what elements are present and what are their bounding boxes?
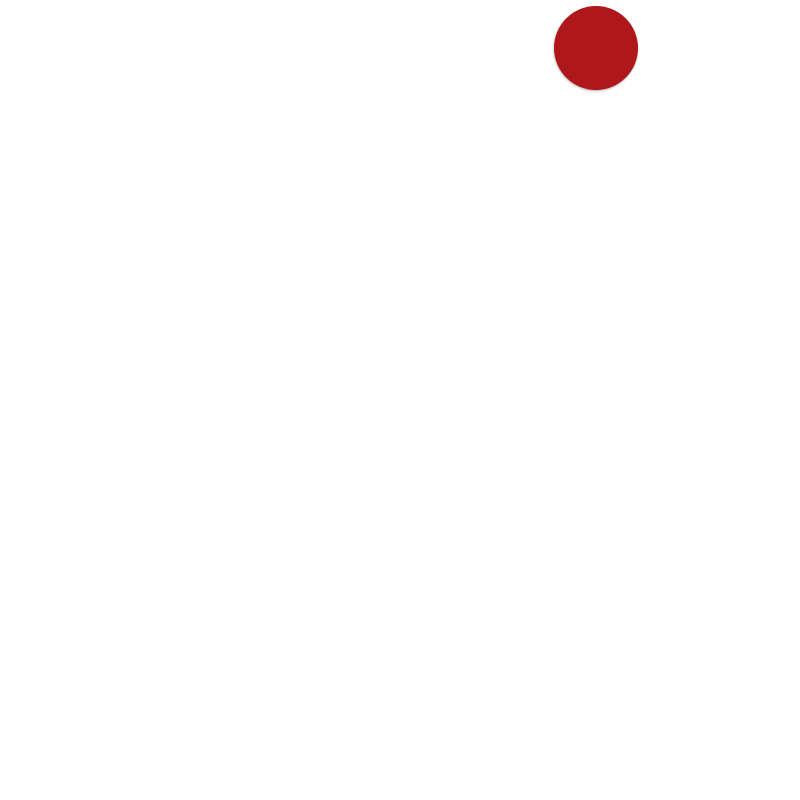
badge-text (564, 6, 645, 29)
badge-title (564, 6, 645, 29)
page-match-badge (544, 0, 648, 100)
